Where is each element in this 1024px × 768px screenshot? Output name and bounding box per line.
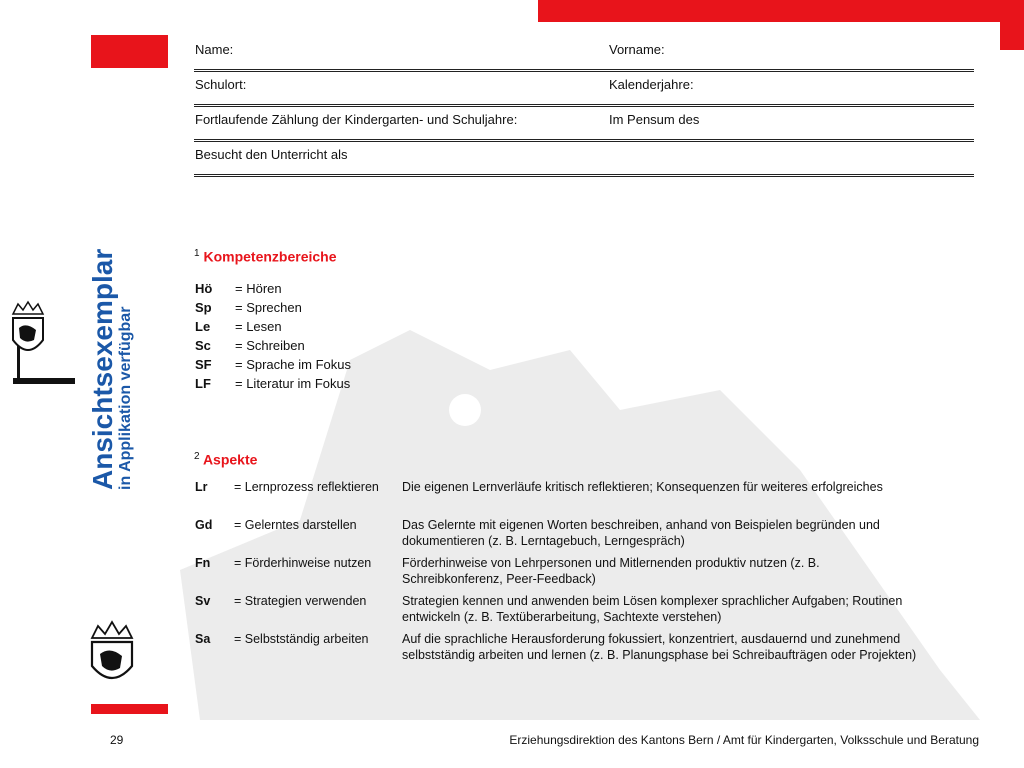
red-header-block bbox=[91, 35, 168, 68]
item-abbr: Le bbox=[195, 319, 211, 334]
item-abbr: Sp bbox=[195, 300, 212, 315]
aspekt-abbr: Sa bbox=[195, 632, 211, 646]
footer-publisher: Erziehungsdirektion des Kantons Bern / Amt für Kindergarten, Volksschule und Beratung bbox=[509, 733, 979, 747]
page-number: 29 bbox=[110, 733, 124, 747]
bern-coat-of-arms-large-icon bbox=[88, 620, 136, 690]
vorname-label: Vorname: bbox=[609, 42, 665, 57]
item-abbr: SF bbox=[195, 357, 212, 372]
bern-coat-of-arms-icon bbox=[10, 300, 46, 366]
item-abbr: LF bbox=[195, 376, 211, 391]
list-item bbox=[195, 336, 351, 355]
aspekt-label: = Selbstständig arbeiten bbox=[234, 632, 369, 646]
item-label: = Literatur im Fokus bbox=[235, 376, 351, 391]
aspekt-label: = Gelerntes darstellen bbox=[234, 518, 357, 532]
schulort-label: Schulort: bbox=[195, 77, 247, 92]
item-abbr: Sc bbox=[195, 338, 211, 353]
aspekte-title-text: Aspekte bbox=[202, 451, 258, 468]
list-item bbox=[195, 279, 351, 298]
kompetenz-title-text: Kompetenzbereiche bbox=[203, 248, 337, 265]
kompetenz-list bbox=[195, 279, 351, 393]
aspekt-desc: Strategien kennen und anwenden beim Lösen komplexer sprachlicher Aufgaben; Routinen entwickeln (z. B. Textüberarbeitung, Sachtexte verstehen) bbox=[402, 594, 903, 624]
list-item bbox=[195, 317, 351, 336]
form-row-zaehlung bbox=[194, 104, 974, 142]
pensum-label: Im Pensum des bbox=[609, 112, 700, 127]
red-footer-block bbox=[91, 704, 168, 714]
aspekt-abbr: Lr bbox=[195, 480, 208, 494]
vertical-title-sub: in Applikation verfügbar bbox=[117, 306, 134, 490]
aspekt-label: = Lernprozess reflektieren bbox=[234, 480, 379, 494]
item-label: = Hören bbox=[235, 281, 282, 296]
item-abbr: Hö bbox=[195, 281, 213, 296]
black-divider-bar bbox=[13, 378, 75, 384]
top-red-bar bbox=[538, 0, 1000, 22]
aspekt-label: = Förderhinweise nutzen bbox=[234, 556, 372, 570]
zaehlung-label: Fortlaufende Zählung der Kindergarten- und Schuljahre: bbox=[195, 112, 518, 127]
aspekt-label: = Strategien verwenden bbox=[234, 594, 367, 608]
kompetenz-marker: 1 bbox=[194, 248, 200, 259]
top-red-corner bbox=[1000, 0, 1024, 50]
aspekt-abbr: Fn bbox=[195, 556, 211, 570]
list-item bbox=[195, 355, 351, 374]
item-label: = Sprache im Fokus bbox=[235, 357, 351, 372]
aspekt-desc: Die eigenen Lernverläufe kritisch reflektieren; Konsequenzen für weiteres erfolgreiches bbox=[402, 480, 883, 494]
aspekt-abbr: Sv bbox=[195, 594, 211, 608]
kompetenz-title bbox=[194, 248, 337, 265]
aspekt-desc: Förderhinweise von Lehrpersonen und Mitlernenden produktiv nutzen (z. B. Schreibkonferenz, Peer-Feedback) bbox=[402, 556, 820, 586]
aspekt-desc: Auf die sprachliche Herausforderung fokussiert, konzentriert, ausdauernd und zunehmend selbstständig arbeiten und lernen (z. B. Planungsphase bei Schreibaufträgen oder Projekten) bbox=[402, 632, 917, 662]
list-item bbox=[195, 298, 351, 317]
aspekte-title bbox=[194, 451, 257, 468]
name-label: Name: bbox=[195, 42, 234, 57]
item-label: = Lesen bbox=[235, 319, 282, 334]
form-row-unterricht bbox=[194, 139, 974, 177]
list-item bbox=[195, 374, 351, 393]
form-row-schulort bbox=[194, 69, 974, 107]
form-row-name bbox=[194, 34, 974, 72]
item-label: = Sprechen bbox=[235, 300, 302, 315]
vertical-title bbox=[88, 240, 148, 490]
kalender-label: Kalenderjahre: bbox=[609, 77, 694, 92]
aspekt-abbr: Gd bbox=[195, 518, 213, 532]
vertical-title-main: Ansichtsexemplar bbox=[87, 248, 118, 490]
unterricht-label: Besucht den Unterricht als bbox=[195, 147, 348, 162]
aspekt-desc: Das Gelernte mit eigenen Worten beschreiben, anhand von Beispielen begründen und dokumentieren (z. B. Lerntagebuch, Lerngespräch) bbox=[402, 518, 880, 548]
item-label: = Schreiben bbox=[235, 338, 305, 353]
aspekte-marker: 2 bbox=[194, 451, 200, 462]
